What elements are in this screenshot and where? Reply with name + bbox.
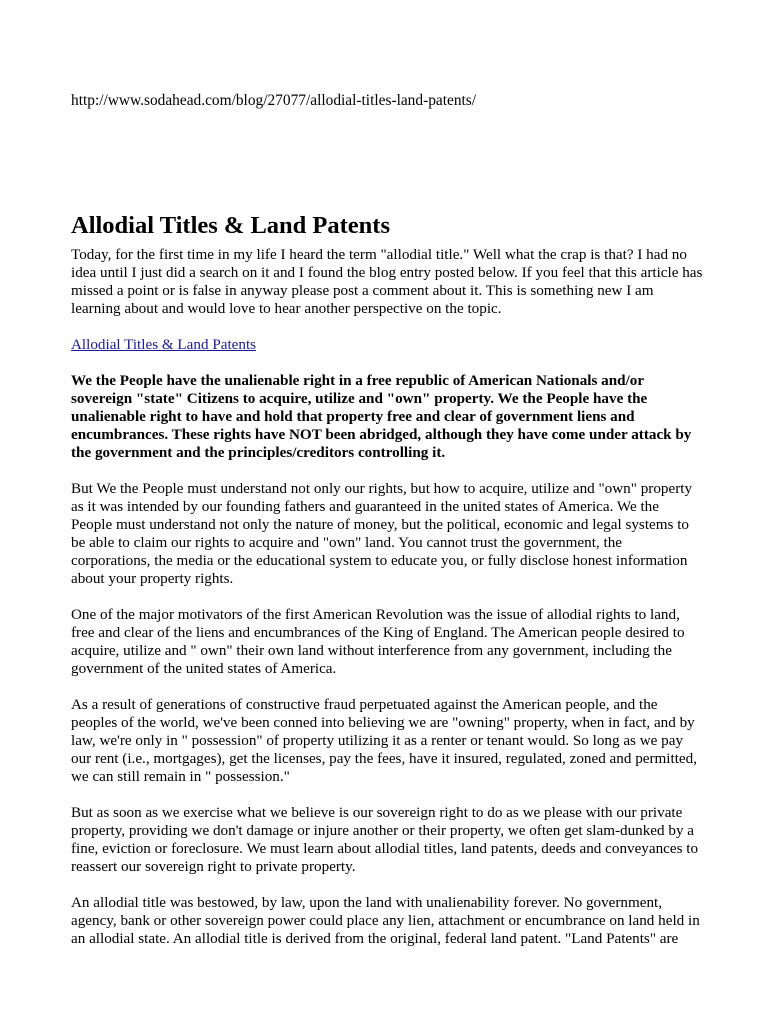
article-body [71, 246, 703, 966]
paragraph-allodial-title: An allodial title was bestowed, by law, upon the land with unalienability forever. No government, agency, bank or other sovereign power could place any lien, attachment or encumbrance on land held in an allodial state. An allodial title is derived from the original, federal land patent. "Land Patents" are [71, 894, 700, 947]
paragraph-fraud: As a result of generations of constructive fraud perpetuated against the American people, and the peoples of the world, we've been conned into believing we are "owning" property, when in fact, and by law, we're only in " possession" of property utilizing it as a renter or tenant would. So long as we pay our rent (i.e., mortgages), get the licenses, pay the fees, have it insured, regulated, zoned and permitted, we can still remain in " possession." [71, 696, 698, 785]
page-title: Allodial Titles & Land Patents [71, 212, 391, 239]
paragraph-revolution: One of the major motivators of the first American Revolution was the issue of allodial rights to land, free and clear of the liens and encumbrances of the King of England. The American people desired to acquire, utilize and " own" their own land without interference from any government, including the government of the united states of America. [71, 606, 685, 677]
bold-paragraph: We the People have the unalienable right in a free republic of American Nationals and/or sovereign "state" Citizens to acquire, utilize and "own" property. We the People have the unalienable right to have and hold that property free and clear of government liens and encumbrances. These rights have NOT been abridged, although they have come under attack by the government and the principles/creditors controlling it. [71, 372, 692, 461]
source-url: http://www.sodahead.com/blog/27077/allodial-titles-land-patents/ [71, 92, 477, 109]
intro-paragraph: Today, for the first time in my life I heard the term "allodial title." Well what the crap is that? I had no idea until I just did a search on it and I found the blog entry posted below. If you feel that this article has missed a point or is false in anyway please post a comment about it. This is something new I am learning about and would love to hear another perspective on the topic. [71, 246, 703, 317]
paragraph-rights: But We the People must understand not only our rights, but how to acquire, utilize and "own" property as it was intended by our founding fathers and guaranteed in the united states of America. We the People must understand not only the nature of money, but the political, economic and legal systems to be able to claim our rights to acquire and "own" land. You cannot trust the government, the corporations, the media or the educational system to educate you, or fully disclose honest information about your property rights. [71, 480, 693, 587]
link-line [71, 336, 703, 354]
paragraph-sovereign-right: But as soon as we exercise what we believe is our sovereign right to do as we please with our private property, providing we don't damage or injure another or their property, we often get slam-dunked by a fine, eviction or foreclosure. We must learn about allodial titles, land patents, deeds and conveyances to reassert our sovereign right to private property. [71, 804, 699, 875]
article-link[interactable]: Allodial Titles & Land Patents [71, 336, 257, 353]
